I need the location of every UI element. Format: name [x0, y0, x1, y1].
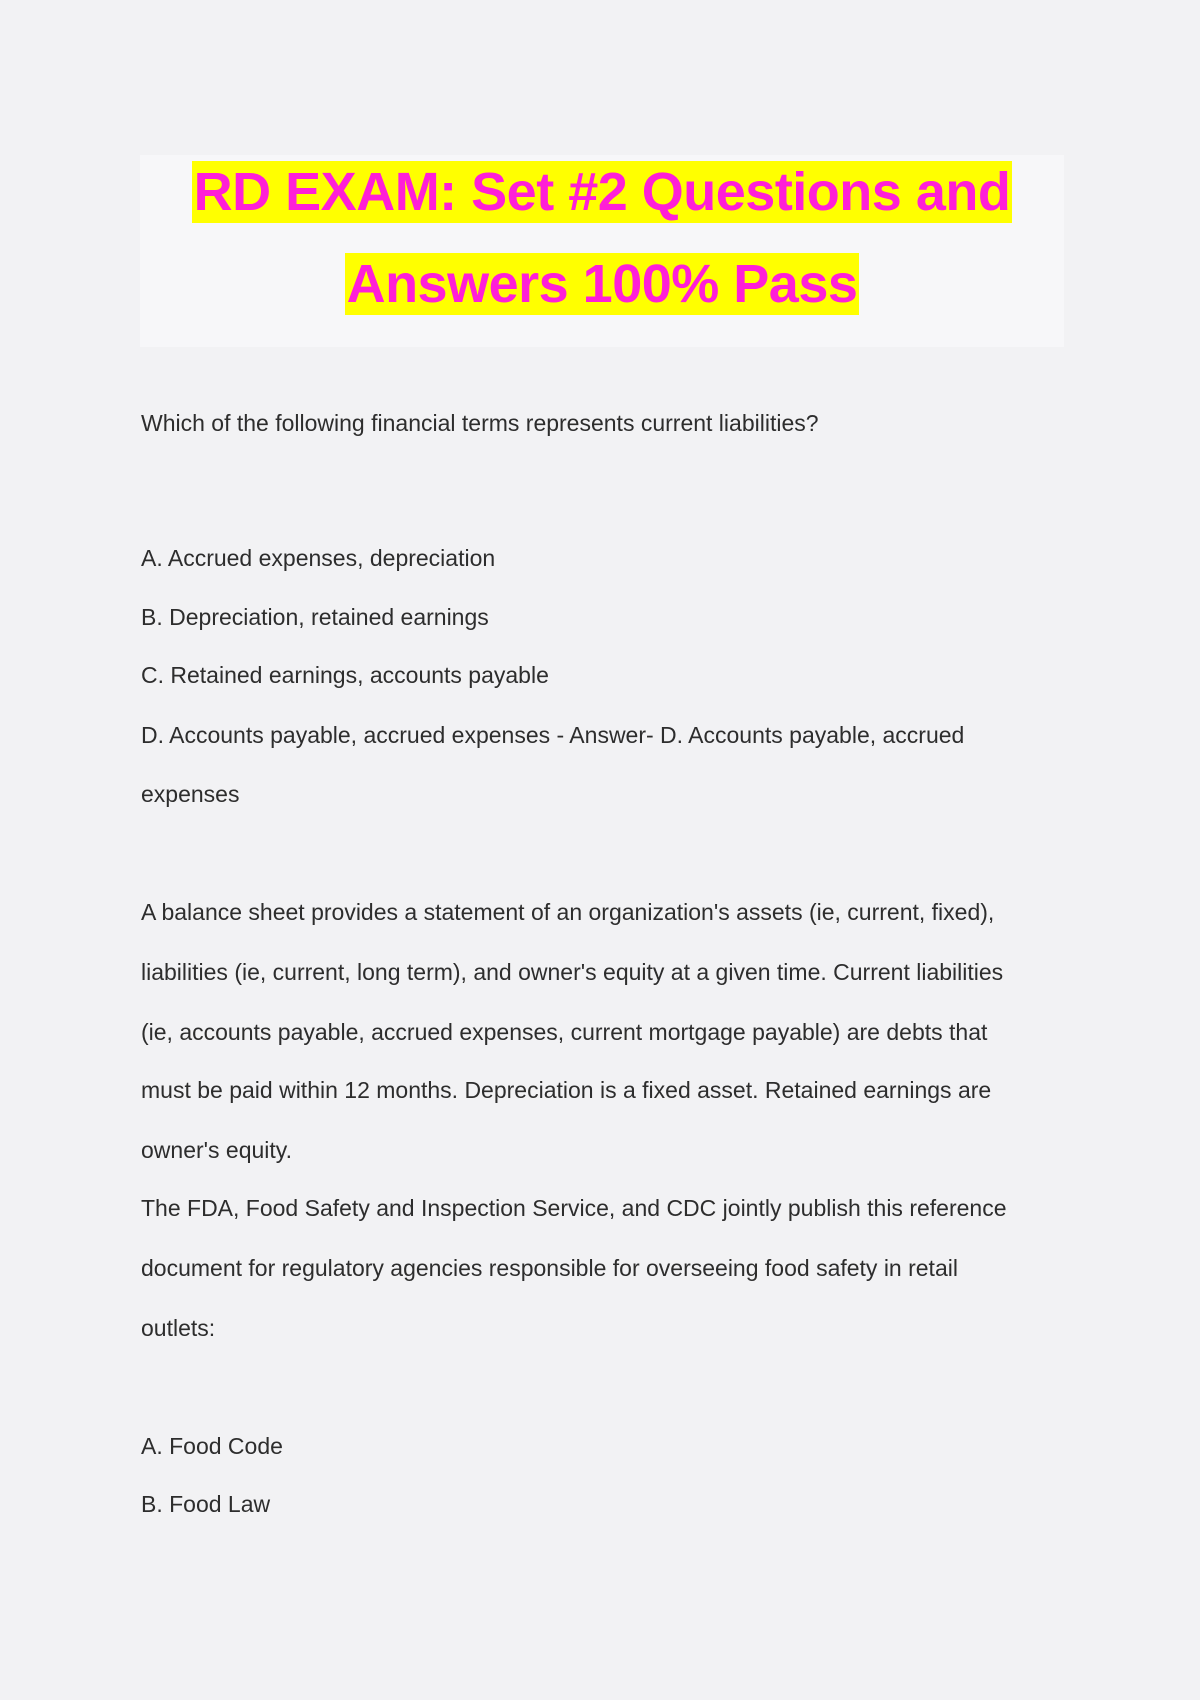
question-1-explanation-line: owner's equity.: [141, 1137, 292, 1163]
question-1-explanation-line: A balance sheet provides a statement of an organization's assets (ie, current, fixed),: [141, 899, 995, 925]
document-title: [140, 155, 1064, 347]
title-line-1-text: RD EXAM: Set #2 Questions and: [193, 162, 1011, 222]
question-2-text-line: document for regulatory agencies responsible for overseeing food safety in retail: [141, 1255, 958, 1281]
title-line-1: [140, 155, 1064, 223]
question-1-text: Which of the following financial terms represents current liabilities?: [141, 410, 819, 436]
question-1-explanation-line: must be paid within 12 months. Depreciation is a fixed asset. Retained earnings are: [141, 1077, 992, 1103]
question-2-option-b: B. Food Law: [141, 1491, 271, 1517]
title-line-2-text: Answers 100% Pass: [346, 254, 858, 314]
title-line-2: [140, 253, 1064, 315]
question-1-option-b: B. Depreciation, retained earnings: [141, 604, 489, 630]
question-1-option-d-continued: expenses: [141, 781, 240, 807]
question-2-text-line: outlets:: [141, 1315, 216, 1341]
question-1-option-d: D. Accounts payable, accrued expenses - Answer- D. Accounts payable, accrued: [141, 722, 965, 748]
question-1-option-a: A. Accrued expenses, depreciation: [141, 545, 496, 571]
question-1-option-c: C. Retained earnings, accounts payable: [141, 662, 549, 688]
question-2-option-a: A. Food Code: [141, 1433, 283, 1459]
question-1-explanation-line: liabilities (ie, current, long term), and owner's equity at a given time. Current liabilities: [141, 959, 1004, 985]
question-1-explanation-line: (ie, accounts payable, accrued expenses, current mortgage payable) are debts that: [141, 1019, 988, 1045]
question-2-text-line: The FDA, Food Safety and Inspection Service, and CDC jointly publish this reference: [141, 1195, 1007, 1221]
